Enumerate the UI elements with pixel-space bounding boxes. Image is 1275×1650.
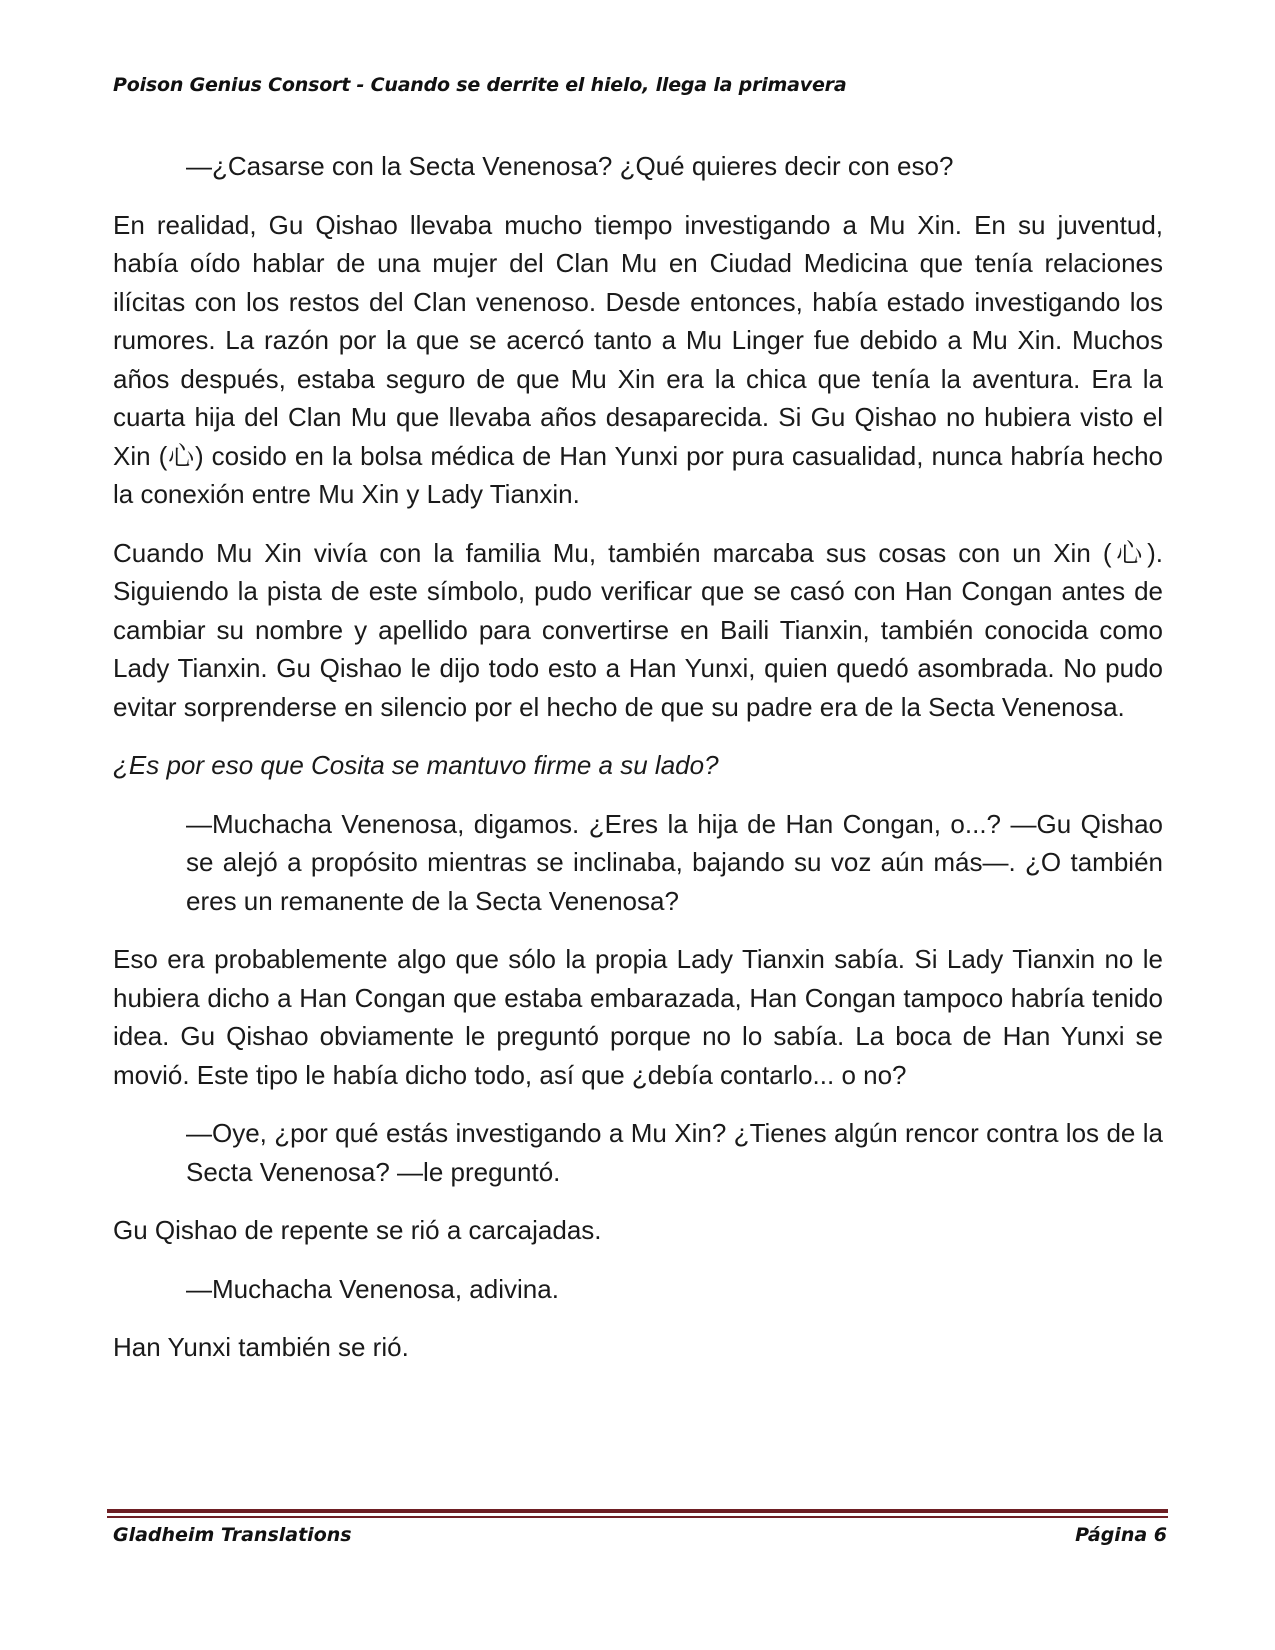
paragraph-narration: En realidad, Gu Qishao llevaba mucho tiempo investigando a Mu Xin. En su juventud, había oído hablar de una mujer del Clan Mu en Ciudad Medicina que tenía relaciones ilícitas con los restos del Clan venenoso. Desde entonces, había estado investigando los rumores. La razón por la que se acercó tanto a Mu Linger fue debido a Mu Xin. Muchos años después, estaba seguro de que Mu Xin era la chica que tenía la aventura. Era la cuarta hija del Clan Mu que llevaba años desaparecida. Si Gu Qishao no hubiera visto el Xin (心) cosido en la bolsa médica de Han Yunxi por pura casualidad, nunca habría hecho la conexión entre Mu Xin y Lady Tianxin. bbox=[113, 209, 1163, 509]
paragraph-dialogue: —Muchacha Venenosa, adivina. bbox=[186, 1273, 559, 1304]
paragraph-dialogue: —Muchacha Venenosa, digamos. ¿Eres la hija de Han Congan, o...? —Gu Qishao se alejó a propósito mientras se inclinaba, bajando su voz aún más—. ¿O también eres un remanente de la Secta Venenosa? bbox=[186, 808, 1163, 916]
paragraph-narration: Eso era probablemente algo que sólo la propia Lady Tianxin sabía. Si Lady Tianxin no le hubiera dicho a Han Congan que estaba embarazada, Han Congan tampoco habría tenido idea. Gu Qishao obviamente le preguntó porque no lo sabía. La boca de Han Yunxi se movió. Este tipo le había dicho todo, así que ¿debía contarlo... o no? bbox=[113, 944, 1163, 1090]
footer-divider-thin bbox=[107, 1516, 1168, 1518]
paragraph-dialogue: —Oye, ¿por qué estás investigando a Mu Xin? ¿Tienes algún rencor contra los de la Secta Venenosa? —le preguntó. bbox=[186, 1118, 1163, 1187]
paragraph-narration: Gu Qishao de repente se rió a carcajadas. bbox=[113, 1215, 602, 1245]
paragraph-narration: Cuando Mu Xin vivía con la familia Mu, también marcaba sus cosas con un Xin (心). Siguiendo la pista de este símbolo, pudo verificar que se casó con Han Congan antes de cambiar su nombre y apellido para convertirse en Baili Tianxin, también conocida como Lady Tianxin. Gu Qishao le dijo todo esto a Han Yunxi, quien quedó asombrada. No pudo evitar sorprenderse en silencio por el hecho de que su padre era de la Secta Venenosa. bbox=[113, 537, 1163, 722]
footer-page-number: Página 6 bbox=[1075, 1524, 1167, 1546]
paragraph-dialogue: —¿Casarse con la Secta Venenosa? ¿Qué quieres decir con eso? bbox=[186, 151, 954, 181]
paragraph-thought: ¿Es por eso que Cosita se mantuvo firme a su lado? bbox=[113, 750, 719, 780]
footer-divider-thick bbox=[107, 1509, 1168, 1513]
document-body bbox=[113, 147, 1163, 1387]
page-header-title: Poison Genius Consort - Cuando se derrite el hielo, llega la primavera bbox=[113, 74, 847, 96]
paragraph-narration: Han Yunxi también se rió. bbox=[113, 1332, 409, 1362]
footer-publisher: Gladheim Translations bbox=[113, 1524, 352, 1546]
